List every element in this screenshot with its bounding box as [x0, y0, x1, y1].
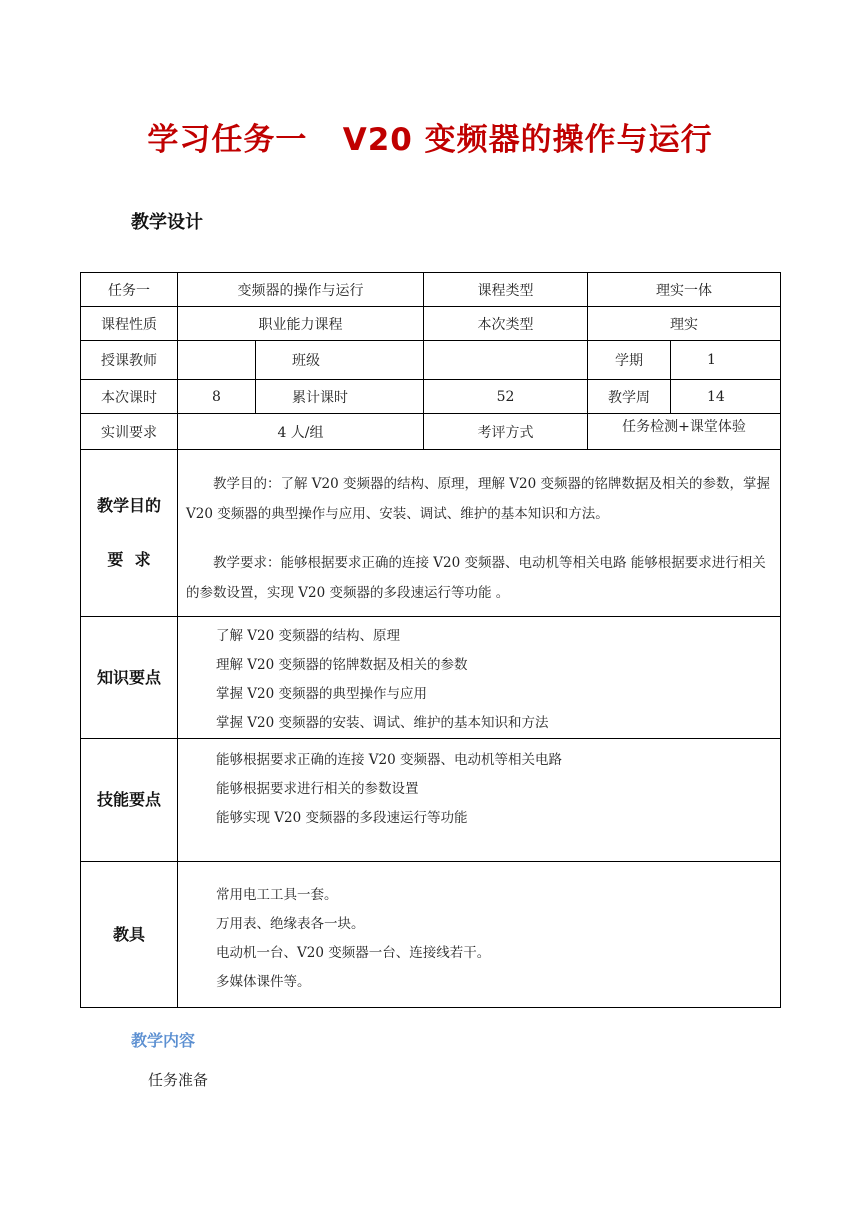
- task-preparation-text: 任务准备: [148, 1071, 209, 1089]
- skills-label: 技能要点: [81, 739, 178, 862]
- training-label: 实训要求: [81, 414, 178, 450]
- objectives-paragraph: 教学要求：能够根据要求正确的连接 V20 变频器、电动机等相关电路 能够根据要求进行相关的参数设置，实现 V20 变频器的多段速运行等功能 。: [186, 555, 766, 601]
- list-item: 能够根据要求正确的连接 V20 变频器、电动机等相关电路: [216, 752, 563, 768]
- course-nature-label: 课程性质: [81, 307, 178, 341]
- section-heading-teaching-content: 教学内容: [131, 1031, 196, 1050]
- tools-content: [178, 862, 781, 1008]
- table-row-training: [81, 414, 781, 450]
- cumulative-hours-value: 52: [424, 380, 588, 414]
- table-row-nature: [81, 307, 781, 341]
- teacher-value: [178, 341, 256, 380]
- list-item: 掌握 V20 变频器的安装、调试、维护的基本知识和方法: [216, 715, 549, 731]
- objectives-paragraph: 教学目的：了解 V20 变频器的结构、原理，理解 V20 变频器的铭牌数据及相关的参数，掌握 V20 变频器的典型操作与应用、安装、调试、维护的基本知识和方法。: [186, 476, 771, 522]
- this-type-value: 理实: [588, 307, 781, 341]
- class-value: [424, 341, 588, 380]
- section-heading-teaching-design: 教学设计: [131, 212, 203, 233]
- task-name: 变频器的操作与运行: [178, 273, 424, 307]
- list-item: 万用表、绝缘表各一块。: [216, 916, 365, 932]
- list-item: 能够实现 V20 变频器的多段速运行等功能: [216, 810, 468, 826]
- training-value: 4 人/组: [178, 414, 424, 450]
- course-type-label: 课程类型: [424, 273, 588, 307]
- table-row-task: [81, 273, 781, 307]
- cumulative-hours-label: 累计课时: [256, 380, 424, 414]
- list-item: 常用电工工具一套。: [216, 887, 338, 903]
- teaching-week-value: 14: [671, 380, 781, 414]
- tools-label: 教具: [81, 862, 178, 1008]
- objectives-label-line2: 要 求: [107, 550, 151, 569]
- page-title: 学习任务一 V20 变频器的操作与运行: [147, 122, 713, 158]
- table-row-tools: [81, 862, 781, 1008]
- term-value: 1: [671, 341, 781, 380]
- table-row-objectives: [81, 450, 781, 617]
- objectives-label: [81, 450, 178, 617]
- class-label: 班级: [256, 341, 424, 380]
- course-nature-value: 职业能力课程: [178, 307, 424, 341]
- objectives-content: [178, 450, 781, 617]
- assessment-value: 任务检测+课堂体验: [588, 414, 781, 450]
- table-row-hours: [81, 380, 781, 414]
- teaching-design-table: [80, 272, 781, 1008]
- table-row-teacher: [81, 341, 781, 380]
- list-item: 电动机一台、V20 变频器一台、连接线若干。: [216, 945, 491, 961]
- hours-value: 8: [178, 380, 256, 414]
- list-item: 掌握 V20 变频器的典型操作与应用: [216, 686, 428, 702]
- teacher-label: 授课教师: [81, 341, 178, 380]
- assessment-label: 考评方式: [424, 414, 588, 450]
- hours-label: 本次课时: [81, 380, 178, 414]
- teaching-week-label: 教学周: [588, 380, 671, 414]
- list-item: 多媒体课件等。: [216, 974, 311, 990]
- term-label: 学期: [588, 341, 671, 380]
- list-item: 理解 V20 变频器的铭牌数据及相关的参数: [216, 657, 468, 673]
- task-label: 任务一: [81, 273, 178, 307]
- list-item: 能够根据要求进行相关的参数设置: [216, 781, 419, 797]
- skills-content: [178, 739, 781, 862]
- this-type-label: 本次类型: [424, 307, 588, 341]
- table-row-skills: [81, 739, 781, 862]
- list-item: 了解 V20 变频器的结构、原理: [216, 628, 401, 644]
- objectives-label-line1: 教学目的: [96, 496, 161, 515]
- knowledge-content: [178, 617, 781, 739]
- knowledge-label: 知识要点: [81, 617, 178, 739]
- course-type-value: 理实一体: [588, 273, 781, 307]
- table-row-knowledge: [81, 617, 781, 739]
